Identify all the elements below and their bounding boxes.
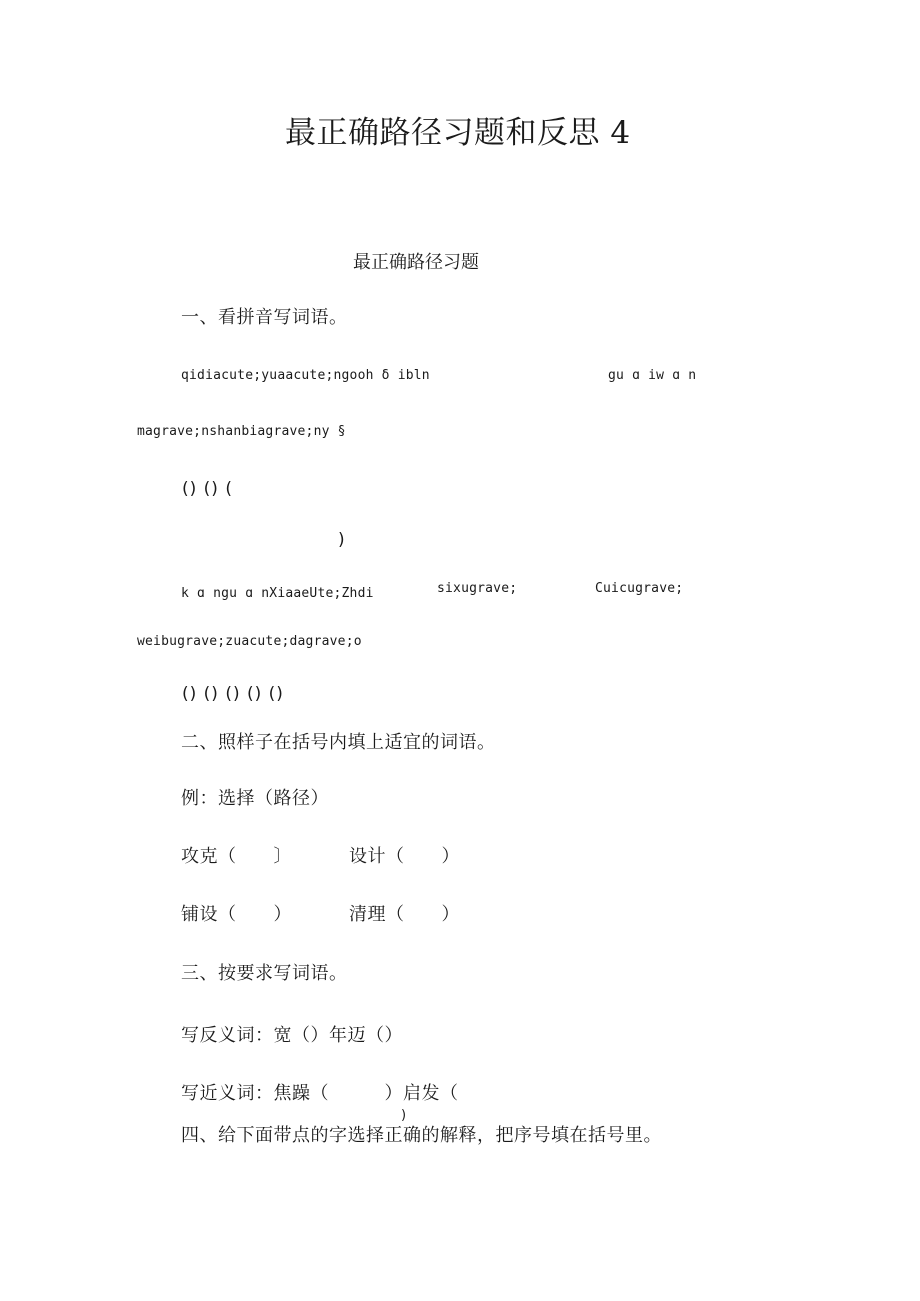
pinyin-row3-b: sixugrave; — [437, 581, 518, 596]
section2-item-sheji: 设计（ ） — [349, 846, 460, 867]
section2-item-gongke: 攻克（ 〕 — [181, 846, 292, 867]
section3-synonyms: 写近义词：焦躁（ ）启发（ — [181, 1083, 459, 1104]
section1-heading: 一、看拼音写词语。 — [181, 307, 348, 328]
section2-heading: 二、照样子在括号内填上适宜的词语。 — [181, 732, 496, 753]
section2-item-pushe: 铺设（ ） — [181, 904, 292, 925]
blanks-row2: () () () () () — [182, 684, 284, 704]
pinyin-row4: weibugrave;zuacute;dagrave;o — [137, 634, 362, 649]
document-title: 最正确路径习题和反思 4 — [285, 115, 631, 151]
section4-heading: 四、给下面带点的字选择正确的解释，把序号填在括号里。 — [181, 1125, 662, 1146]
section3-antonyms: 写反义词：宽（）年迈（） — [181, 1025, 403, 1046]
pinyin-row2: magrave;nshanbiagrave;ny § — [137, 424, 346, 439]
section2-item-qingli: 清理（ ） — [349, 904, 460, 925]
blanks-row1-close: ) — [338, 530, 346, 550]
pinyin-row1-right: gu ɑ iw ɑ n — [608, 368, 697, 383]
pinyin-row3-c: Cuicugrave; — [595, 581, 684, 596]
section2-example: 例：选择（路径） — [181, 788, 329, 809]
pinyin-row1-left: qidiacute;yuaacute;ngooh δ ibln — [181, 368, 430, 383]
section3-heading: 三、按要求写词语。 — [181, 963, 348, 984]
document-subtitle: 最正确路径习题 — [353, 252, 479, 273]
section3-synonyms-close: ) — [401, 1108, 407, 1123]
blanks-row1: () () ( — [182, 479, 233, 499]
pinyin-row3-a: k ɑ ngu ɑ nXiaaeUte;Zhdi — [181, 586, 374, 601]
